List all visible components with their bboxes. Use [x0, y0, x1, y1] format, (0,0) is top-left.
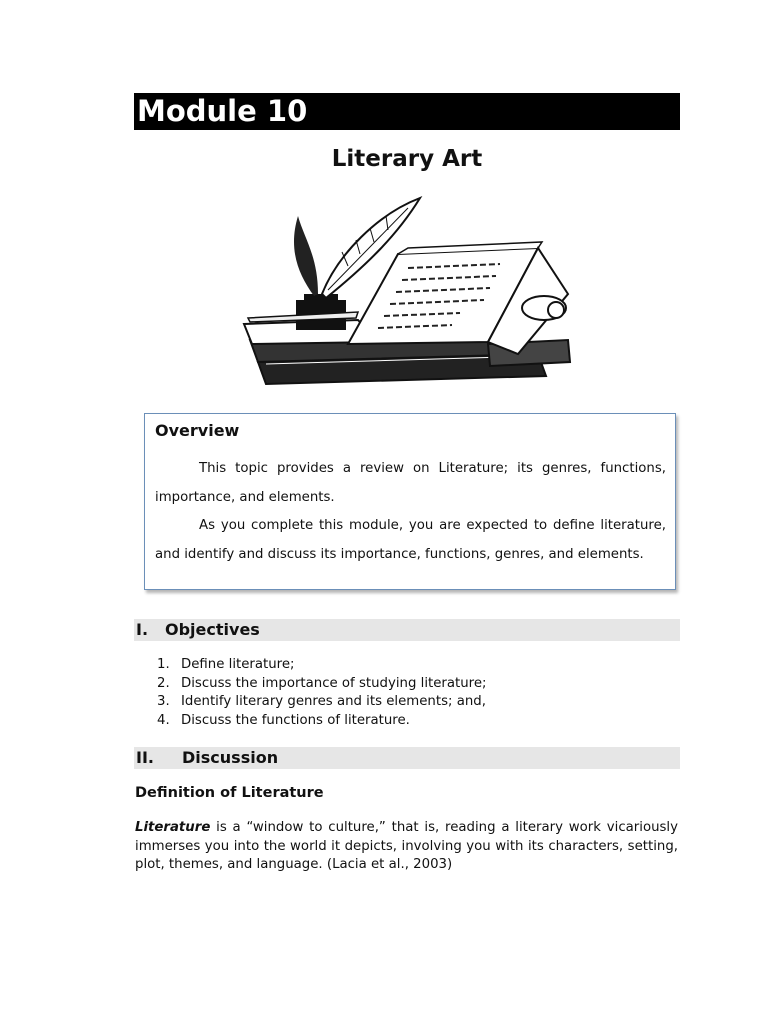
module-label-bar: [134, 93, 680, 130]
section-number: I.: [136, 620, 149, 639]
overview-body: [155, 455, 666, 569]
section-heading-objectives: [134, 619, 680, 641]
overview-paragraph: This topic provides a review on Literature; its genres, functions, importance, and elements.: [155, 461, 666, 505]
definition-subheading: Definition of Literature: [135, 785, 324, 801]
section-number: II.: [136, 748, 154, 767]
module-label: Module 10: [137, 94, 308, 128]
overview-heading: Overview: [155, 421, 240, 440]
quill-ink-book-icon: [238, 194, 574, 394]
objectives-list: [157, 656, 487, 730]
section-title: Objectives: [165, 620, 260, 639]
section-title: Discussion: [182, 748, 279, 767]
section-heading-discussion: [134, 747, 680, 769]
page-title: Literary Art: [331, 146, 483, 172]
list-item: 2. Discuss the importance of studying literature;: [157, 675, 487, 691]
list-item: 1. Define literature;: [157, 657, 295, 672]
definition-term: Literature: [135, 820, 211, 835]
definition-paragraph: [135, 819, 678, 875]
list-item: 4. Discuss the functions of literature.: [157, 712, 410, 728]
definition-text: is a “window to culture,” that is, reading a literary work vicariously immerses you into the world it depicts, involving you with its characters, setting, plot, themes, and language. (Lacia et al., 2003): [135, 820, 678, 872]
list-item: 3. Identify literary genres and its elements; and,: [157, 694, 486, 709]
overview-paragraph: As you complete this module, you are expected to define literature, and identify and discuss its importance, functions, genres, and elements.: [155, 518, 666, 562]
overview-box: [144, 413, 676, 590]
